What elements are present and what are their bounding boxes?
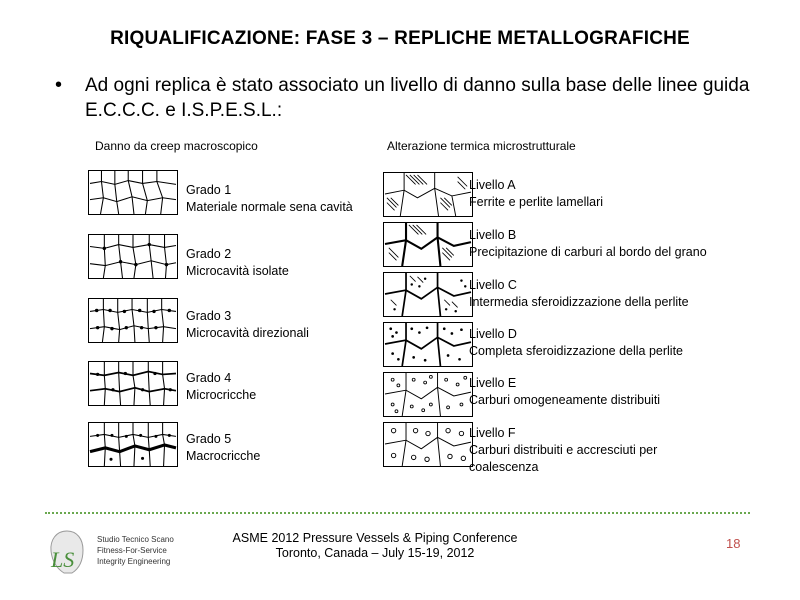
level-c-description: Intermedia sferoidizzazione della perlite: [469, 295, 689, 309]
grade-3-micrograph: [88, 298, 178, 343]
level-e-micrograph: [383, 372, 473, 417]
level-d-caption: [469, 326, 683, 360]
org-line-3: Integrity Engineering: [97, 557, 171, 566]
grade-4-micrograph: [88, 361, 178, 406]
org-line-1: Studio Tecnico Scano: [97, 535, 174, 544]
level-a-label: Livello A: [469, 178, 516, 192]
thermal-alteration-heading: Alterazione termica microstrutturale: [387, 139, 576, 153]
level-e-caption: [469, 375, 660, 409]
org-line-2: Fitness-For-Service: [97, 546, 167, 555]
grade-1-description: Materiale normale sena cavità: [186, 200, 353, 214]
intro-text: Ad ogni replica è stato associato un livello di danno sulla base delle linee guida E.C.C.C. e I.S.P.E.S.L.:: [85, 75, 750, 121]
logo-letters: LS: [51, 547, 75, 572]
organization-name: [97, 534, 174, 567]
level-a-caption: [469, 177, 603, 211]
grade-1-micrograph: [88, 170, 178, 215]
level-b-description: Precipitazione di carburi al bordo del grano: [469, 245, 707, 259]
level-b-micrograph: [383, 222, 473, 267]
level-f-description-continued: coalescenza: [469, 460, 539, 474]
grade-3-description: Microcavità direzionali: [186, 326, 309, 340]
level-d-description: Completa sferoidizzazione della perlite: [469, 344, 684, 358]
grade-4-description: Microcricche: [186, 388, 257, 402]
grade-2-description: Microcavità isolate: [186, 264, 289, 278]
level-e-description: Carburi omogeneamente distribuiti: [469, 393, 661, 407]
level-a-micrograph: [383, 172, 473, 217]
creep-damage-heading: Danno da creep macroscopico: [95, 139, 258, 153]
grade-5-caption: [186, 431, 260, 465]
footer-separator: [45, 512, 750, 514]
grade-1-caption: [186, 182, 353, 216]
level-a-description: Ferrite e perlite lamellari: [469, 195, 604, 209]
slide-title: RIQUALIFICAZIONE: FASE 3 – REPLICHE METALLOGRAFICHE: [110, 28, 690, 49]
grade-1-label: Grado 1: [186, 183, 232, 197]
level-f-label: Livello F: [469, 426, 516, 440]
level-b-caption: [469, 227, 707, 261]
level-b-label: Livello B: [469, 228, 517, 242]
grade-4-caption: [186, 370, 256, 404]
grade-2-caption: [186, 246, 289, 280]
level-d-label: Livello D: [469, 327, 517, 341]
grade-2-label: Grado 2: [186, 247, 232, 261]
conference-location-date: Toronto, Canada – July 15-19, 2012: [275, 546, 475, 560]
level-c-label: Livello C: [469, 278, 517, 292]
grade-2-micrograph: [88, 234, 178, 279]
grade-5-label: Grado 5: [186, 432, 232, 446]
company-logo: [42, 528, 92, 576]
page-number: 18: [726, 536, 741, 551]
level-c-caption: [469, 277, 689, 311]
level-f-micrograph: [383, 422, 473, 467]
level-d-micrograph: [383, 322, 473, 367]
bullet-marker: •: [55, 74, 63, 96]
level-f-description: Carburi distribuiti e accresciuti per: [469, 443, 658, 457]
level-e-label: Livello E: [469, 376, 517, 390]
grade-3-caption: [186, 308, 309, 342]
grade-5-description: Macrocricche: [186, 449, 261, 463]
grade-5-micrograph: [88, 422, 178, 467]
level-c-micrograph: [383, 272, 473, 317]
grade-3-label: Grado 3: [186, 309, 232, 323]
conference-info: [210, 531, 540, 561]
level-f-caption: [469, 425, 657, 476]
grade-4-label: Grado 4: [186, 371, 232, 385]
conference-name: ASME 2012 Pressure Vessels & Piping Conference: [232, 531, 518, 545]
